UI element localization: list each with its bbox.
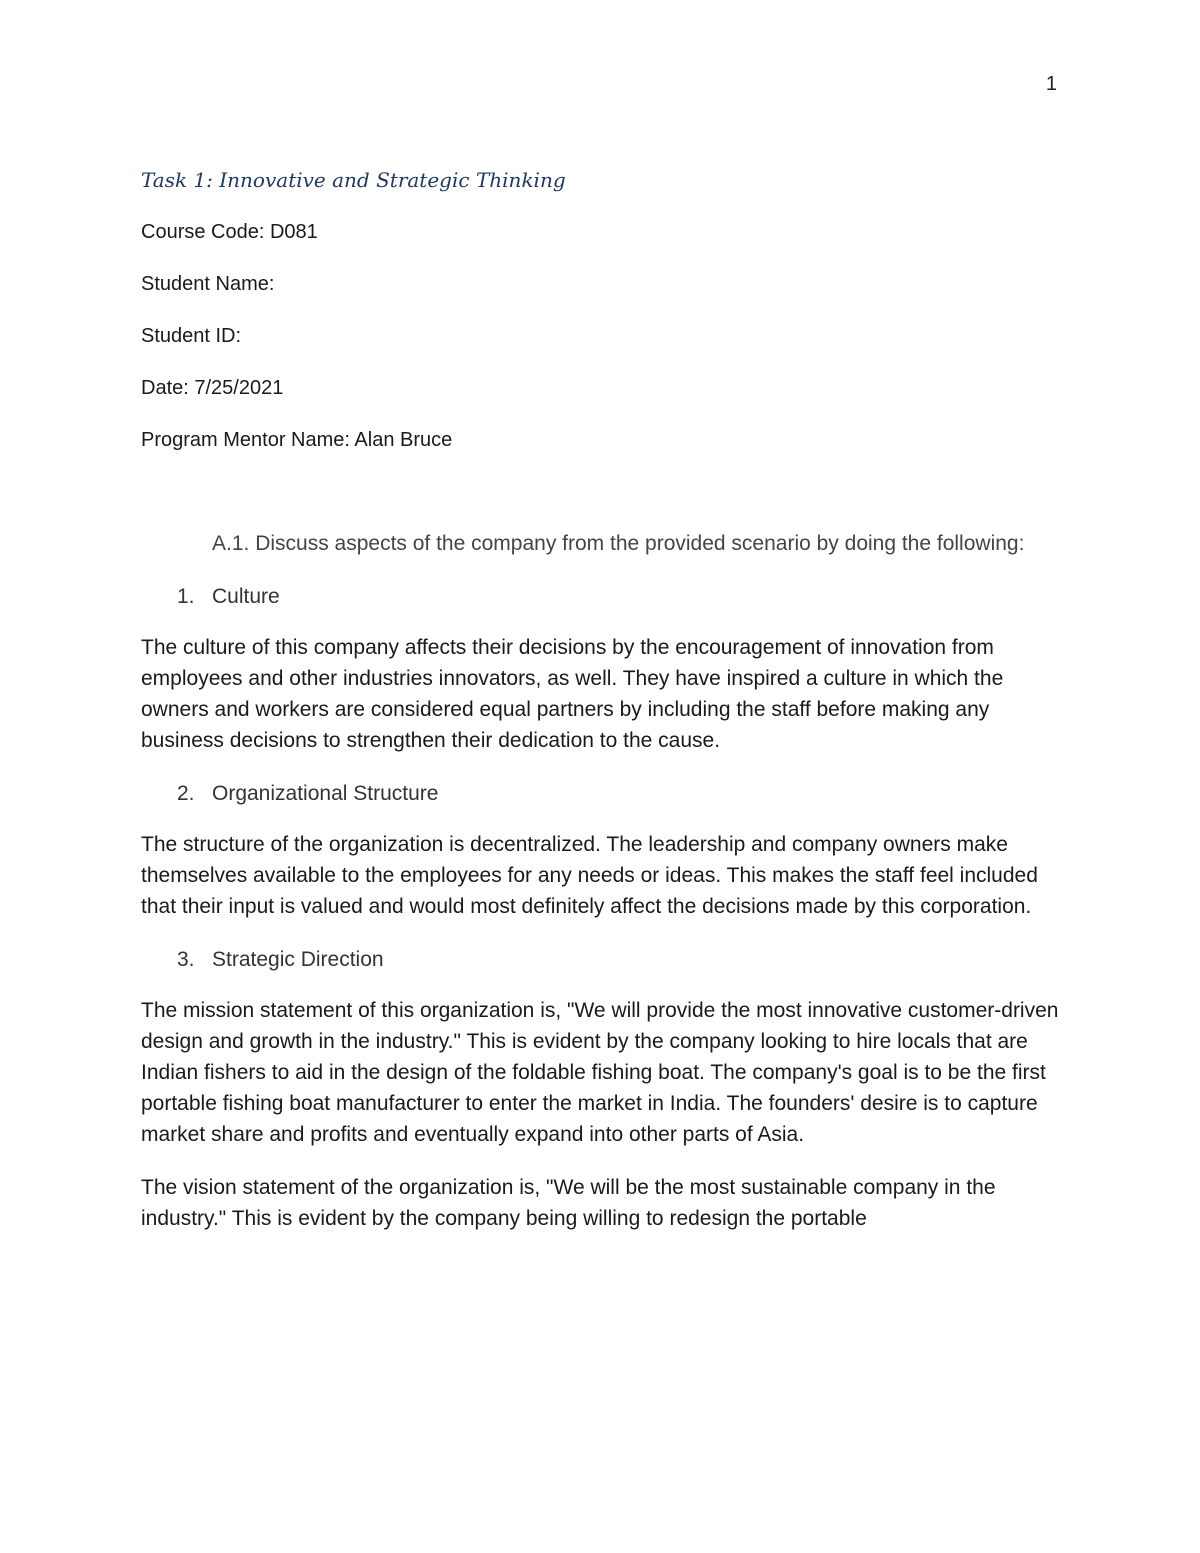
section-heading-strategic-direction xyxy=(177,944,1061,975)
section-number: 3. xyxy=(177,948,195,971)
section-title: Organizational Structure xyxy=(212,782,439,805)
paragraph-organizational-structure: The structure of the organization is decentralized. The leadership and company owners make themselves available to the employees for any needs or ideas. This makes the staff feel included that their input is valued and would most definitely affect the decisions made by this corporation. xyxy=(141,833,1038,918)
section-heading-culture xyxy=(177,581,1061,612)
paragraph-culture: The culture of this company affects their decisions by the encouragement of innovation from employees and other industries innovators, as well. They have inspired a culture in which the owners and workers are considered equal partners by including the staff before making any business decisions to strengthen their dedication to the cause. xyxy=(141,636,1004,752)
paragraph-vision-statement: The vision statement of the organization is, "We will be the most sustainable company in the industry." This is evident by the company being willing to redesign the portable xyxy=(141,1176,996,1230)
date: Date: 7/25/2021 xyxy=(141,377,284,399)
program-mentor: Program Mentor Name: Alan Bruce xyxy=(141,429,453,451)
section-title: Culture xyxy=(212,585,280,608)
page-number: 1 xyxy=(1045,73,1057,95)
section-heading-organizational-structure xyxy=(177,778,1061,809)
course-code: Course Code: D081 xyxy=(141,221,318,243)
paragraph-mission-statement: The mission statement of this organization is, "We will provide the most innovative customer-driven design and growth in the industry." This is evident by the company looking to hire locals that are Indian fishers to aid in the design of the foldable fishing boat. The company's goal is to be the first portable fishing boat manufacturer to enter the market in India. The founders' desire is to capture market share and profits and eventually expand into other parts of Asia. xyxy=(141,999,1059,1146)
document-body xyxy=(141,164,1061,1256)
section-number: 2. xyxy=(177,782,195,805)
section-title: Strategic Direction xyxy=(212,948,384,971)
document-title: Task 1: Innovative and Strategic Thinking xyxy=(141,168,566,192)
student-name: Student Name: xyxy=(141,273,275,295)
section-number: 1. xyxy=(177,585,195,608)
student-id: Student ID: xyxy=(141,325,242,347)
spacer xyxy=(141,476,1061,528)
assignment-prompt: A.1. Discuss aspects of the company from the provided scenario by doing the following: xyxy=(212,532,1025,555)
